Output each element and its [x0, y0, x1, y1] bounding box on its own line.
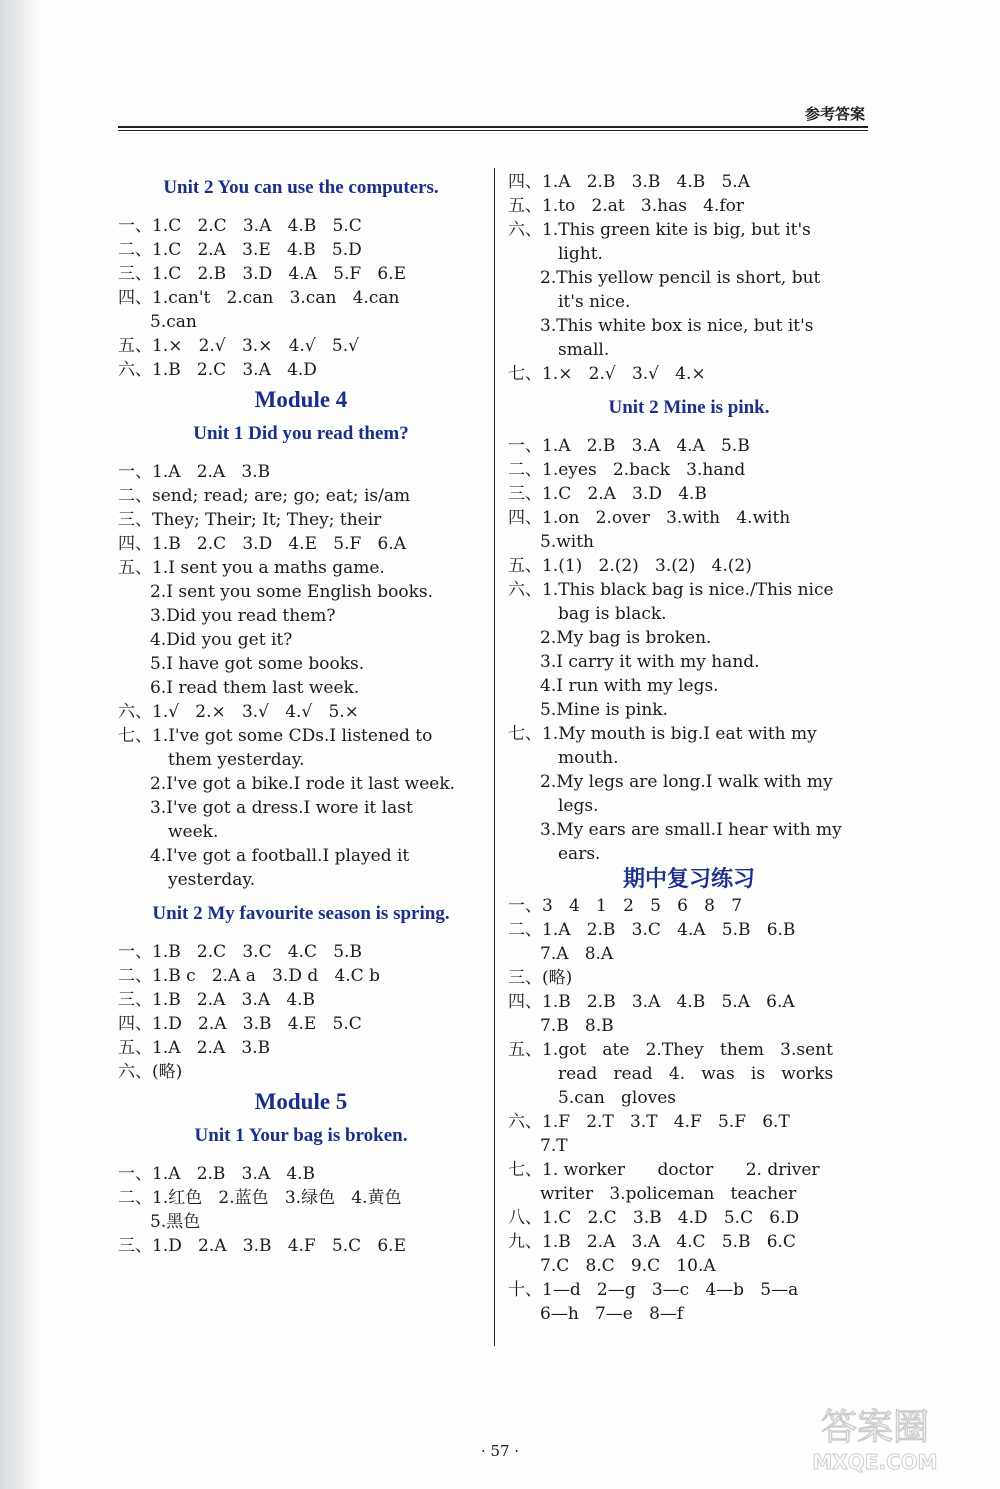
answer-line: 4.I've got a football.I played it — [150, 846, 410, 866]
watermark-text-cn: 答案圈 — [820, 1407, 930, 1448]
answer-line: 七、1.I've got some CDs.I listened to — [118, 726, 433, 746]
watermark-text-en: MXQE.COM — [812, 1450, 938, 1474]
answer-line: 3.Did you read them? — [150, 606, 336, 626]
answer-line: 五、1.got ate 2.They them 3.sent — [508, 1040, 833, 1060]
answer-line: 5.Mine is pink. — [540, 700, 669, 720]
answer-line: 三、1.C 2.A 3.D 4.B — [508, 484, 707, 504]
column-divider — [494, 168, 495, 1346]
answer-line: 五、1.(1) 2.(2) 3.(2) 4.(2) — [508, 556, 752, 576]
answer-line: 4.Did you get it? — [150, 630, 293, 650]
answer-line: week. — [168, 822, 219, 842]
answer-line: 五、1.I sent you a maths game. — [118, 558, 385, 578]
answer-line: yesterday. — [168, 870, 256, 890]
right-answer-column — [508, 170, 870, 1326]
answer-line: 5.can — [150, 312, 197, 332]
answer-line: read read 4. was is works — [558, 1064, 834, 1084]
watermark-logo — [775, 1397, 975, 1477]
answer-line: 五、1.A 2.A 3.B — [118, 1038, 271, 1058]
answer-line: 一、3 4 1 2 5 6 8 7 — [508, 896, 743, 916]
answer-line: 六、1.B 2.C 3.A 4.D — [118, 360, 317, 380]
answer-line: 一、1.C 2.C 3.A 4.B 5.C — [118, 216, 362, 236]
module-heading: Module 5 — [254, 1089, 348, 1114]
answer-line: mouth. — [558, 748, 619, 768]
answer-line: 三、They; Their; It; They; their — [118, 510, 382, 530]
answer-line: 六、1.F 2.T 3.T 4.F 5.F 6.T — [508, 1112, 790, 1132]
answer-line: 3.My ears are small.I hear with my — [540, 820, 842, 840]
answer-line: 3.I've got a dress.I wore it last — [150, 798, 413, 818]
answer-line: 2.I've got a bike.I rode it last week. — [150, 774, 456, 794]
answer-line: 4.I run with my legs. — [540, 676, 719, 696]
answer-line: 三、(略) — [508, 968, 573, 988]
answer-line: legs. — [558, 796, 599, 816]
answer-line: 四、1.D 2.A 3.B 4.E 5.C — [118, 1014, 362, 1034]
answer-line: 四、1.can't 2.can 3.can 4.can — [118, 288, 400, 308]
answer-line: 7.T — [540, 1136, 568, 1156]
answer-line: 七、1.My mouth is big.I eat with my — [508, 724, 817, 744]
answer-line: bag is black. — [558, 604, 667, 624]
answer-line: 四、1.on 2.over 3.with 4.with — [508, 508, 791, 528]
answer-line: 一、1.A 2.B 3.A 4.A 5.B — [508, 436, 750, 456]
answer-line: 二、send; read; are; go; eat; is/am — [118, 486, 411, 506]
left-answer-column — [118, 170, 484, 1258]
header-rule — [118, 126, 868, 128]
answer-line: 六、(略) — [118, 1062, 183, 1082]
answer-line: 二、1.C 2.A 3.E 4.B 5.D — [118, 240, 362, 260]
answer-line: small. — [558, 340, 610, 360]
answer-line: it's nice. — [558, 292, 631, 312]
answer-line: 五、1.× 2.√ 3.× 4.√ 5.√ — [118, 336, 359, 356]
answer-line: 二、1.A 2.B 3.C 4.A 5.B 6.B — [508, 920, 796, 940]
answer-line: 5.can gloves — [558, 1088, 676, 1108]
answer-line: 五、1.to 2.at 3.has 4.for — [508, 196, 745, 216]
answer-line: 六、1.√ 2.× 3.√ 4.√ 5.× — [118, 702, 359, 722]
section-heading: 期中复习练习 — [622, 867, 755, 892]
answer-line: 7.C 8.C 9.C 10.A — [540, 1256, 716, 1276]
answer-line: 一、1.B 2.C 3.C 4.C 5.B — [118, 942, 362, 962]
unit-heading: Unit 1 Your bag is broken. — [194, 1125, 408, 1146]
unit-heading: Unit 2 You can use the computers. — [163, 177, 439, 198]
unit-heading: Unit 2 Mine is pink. — [608, 397, 770, 418]
answer-line: 2.I sent you some English books. — [150, 582, 434, 602]
scan-edge-shadow — [0, 0, 40, 1489]
answer-line: 5.I have got some books. — [150, 654, 365, 674]
answer-line: writer 3.policeman teacher — [540, 1184, 797, 1204]
answer-line: 二、1.eyes 2.back 3.hand — [508, 460, 746, 480]
answer-line: 六、1.This green kite is big, but it's — [508, 220, 811, 240]
answer-line: them yesterday. — [168, 750, 305, 770]
answer-line: 七、1.× 2.√ 3.√ 4.× — [508, 364, 706, 384]
answer-line: 四、1.A 2.B 3.B 4.B 5.A — [508, 172, 750, 192]
answer-line: 二、1.红色 2.蓝色 3.绿色 4.黄色 — [118, 1188, 402, 1208]
answer-line: 三、1.B 2.A 3.A 4.B — [118, 990, 316, 1010]
answer-line: 2.My bag is broken. — [540, 628, 712, 648]
header-rule-thin — [118, 130, 868, 131]
answer-line: 3.I carry it with my hand. — [540, 652, 760, 672]
answer-line: 九、1.B 2.A 3.A 4.C 5.B 6.C — [508, 1232, 796, 1252]
answer-line: 2.This yellow pencil is short, but — [540, 268, 821, 288]
answer-line: 三、1.D 2.A 3.B 4.F 5.C 6.E — [118, 1236, 406, 1256]
answer-line: 5.黑色 — [150, 1212, 201, 1232]
answer-line: 6—h 7—e 8—f — [540, 1304, 684, 1324]
answer-line: 四、1.B 2.B 3.A 4.B 5.A 6.A — [508, 992, 795, 1012]
answer-line: 一、1.A 2.A 3.B — [118, 462, 271, 482]
answer-line: 7.B 8.B — [540, 1016, 614, 1036]
answer-line: 一、1.A 2.B 3.A 4.B — [118, 1164, 316, 1184]
module-heading: Module 4 — [254, 387, 348, 412]
answer-line: 5.with — [540, 532, 594, 552]
answer-line: 三、1.C 2.B 3.D 4.A 5.F 6.E — [118, 264, 406, 284]
answer-line: 3.This white box is nice, but it's — [540, 316, 814, 336]
answer-line: ears. — [558, 844, 601, 864]
answer-line: 六、1.This black bag is nice./This nice — [508, 580, 834, 600]
unit-heading: Unit 2 My favourite season is spring. — [152, 903, 450, 924]
page-number: · 57 · — [480, 1442, 520, 1460]
answer-line: 七、1. worker doctor 2. driver — [508, 1160, 820, 1180]
answer-line: 十、1—d 2—g 3—c 4—b 5—a — [508, 1280, 799, 1300]
unit-heading: Unit 1 Did you read them? — [193, 423, 409, 444]
answer-line: 7.A 8.A — [540, 944, 614, 964]
answer-line: 八、1.C 2.C 3.B 4.D 5.C 6.D — [508, 1208, 800, 1228]
answer-line: 6.I read them last week. — [150, 678, 360, 698]
page-header-label: 参考答案 — [804, 105, 865, 123]
answer-line: light. — [558, 244, 603, 264]
answer-line: 四、1.B 2.C 3.D 4.E 5.F 6.A — [118, 534, 406, 554]
answer-line: 2.My legs are long.I walk with my — [540, 772, 833, 792]
answer-line: 二、1.B c 2.A a 3.D d 4.C b — [118, 966, 380, 986]
